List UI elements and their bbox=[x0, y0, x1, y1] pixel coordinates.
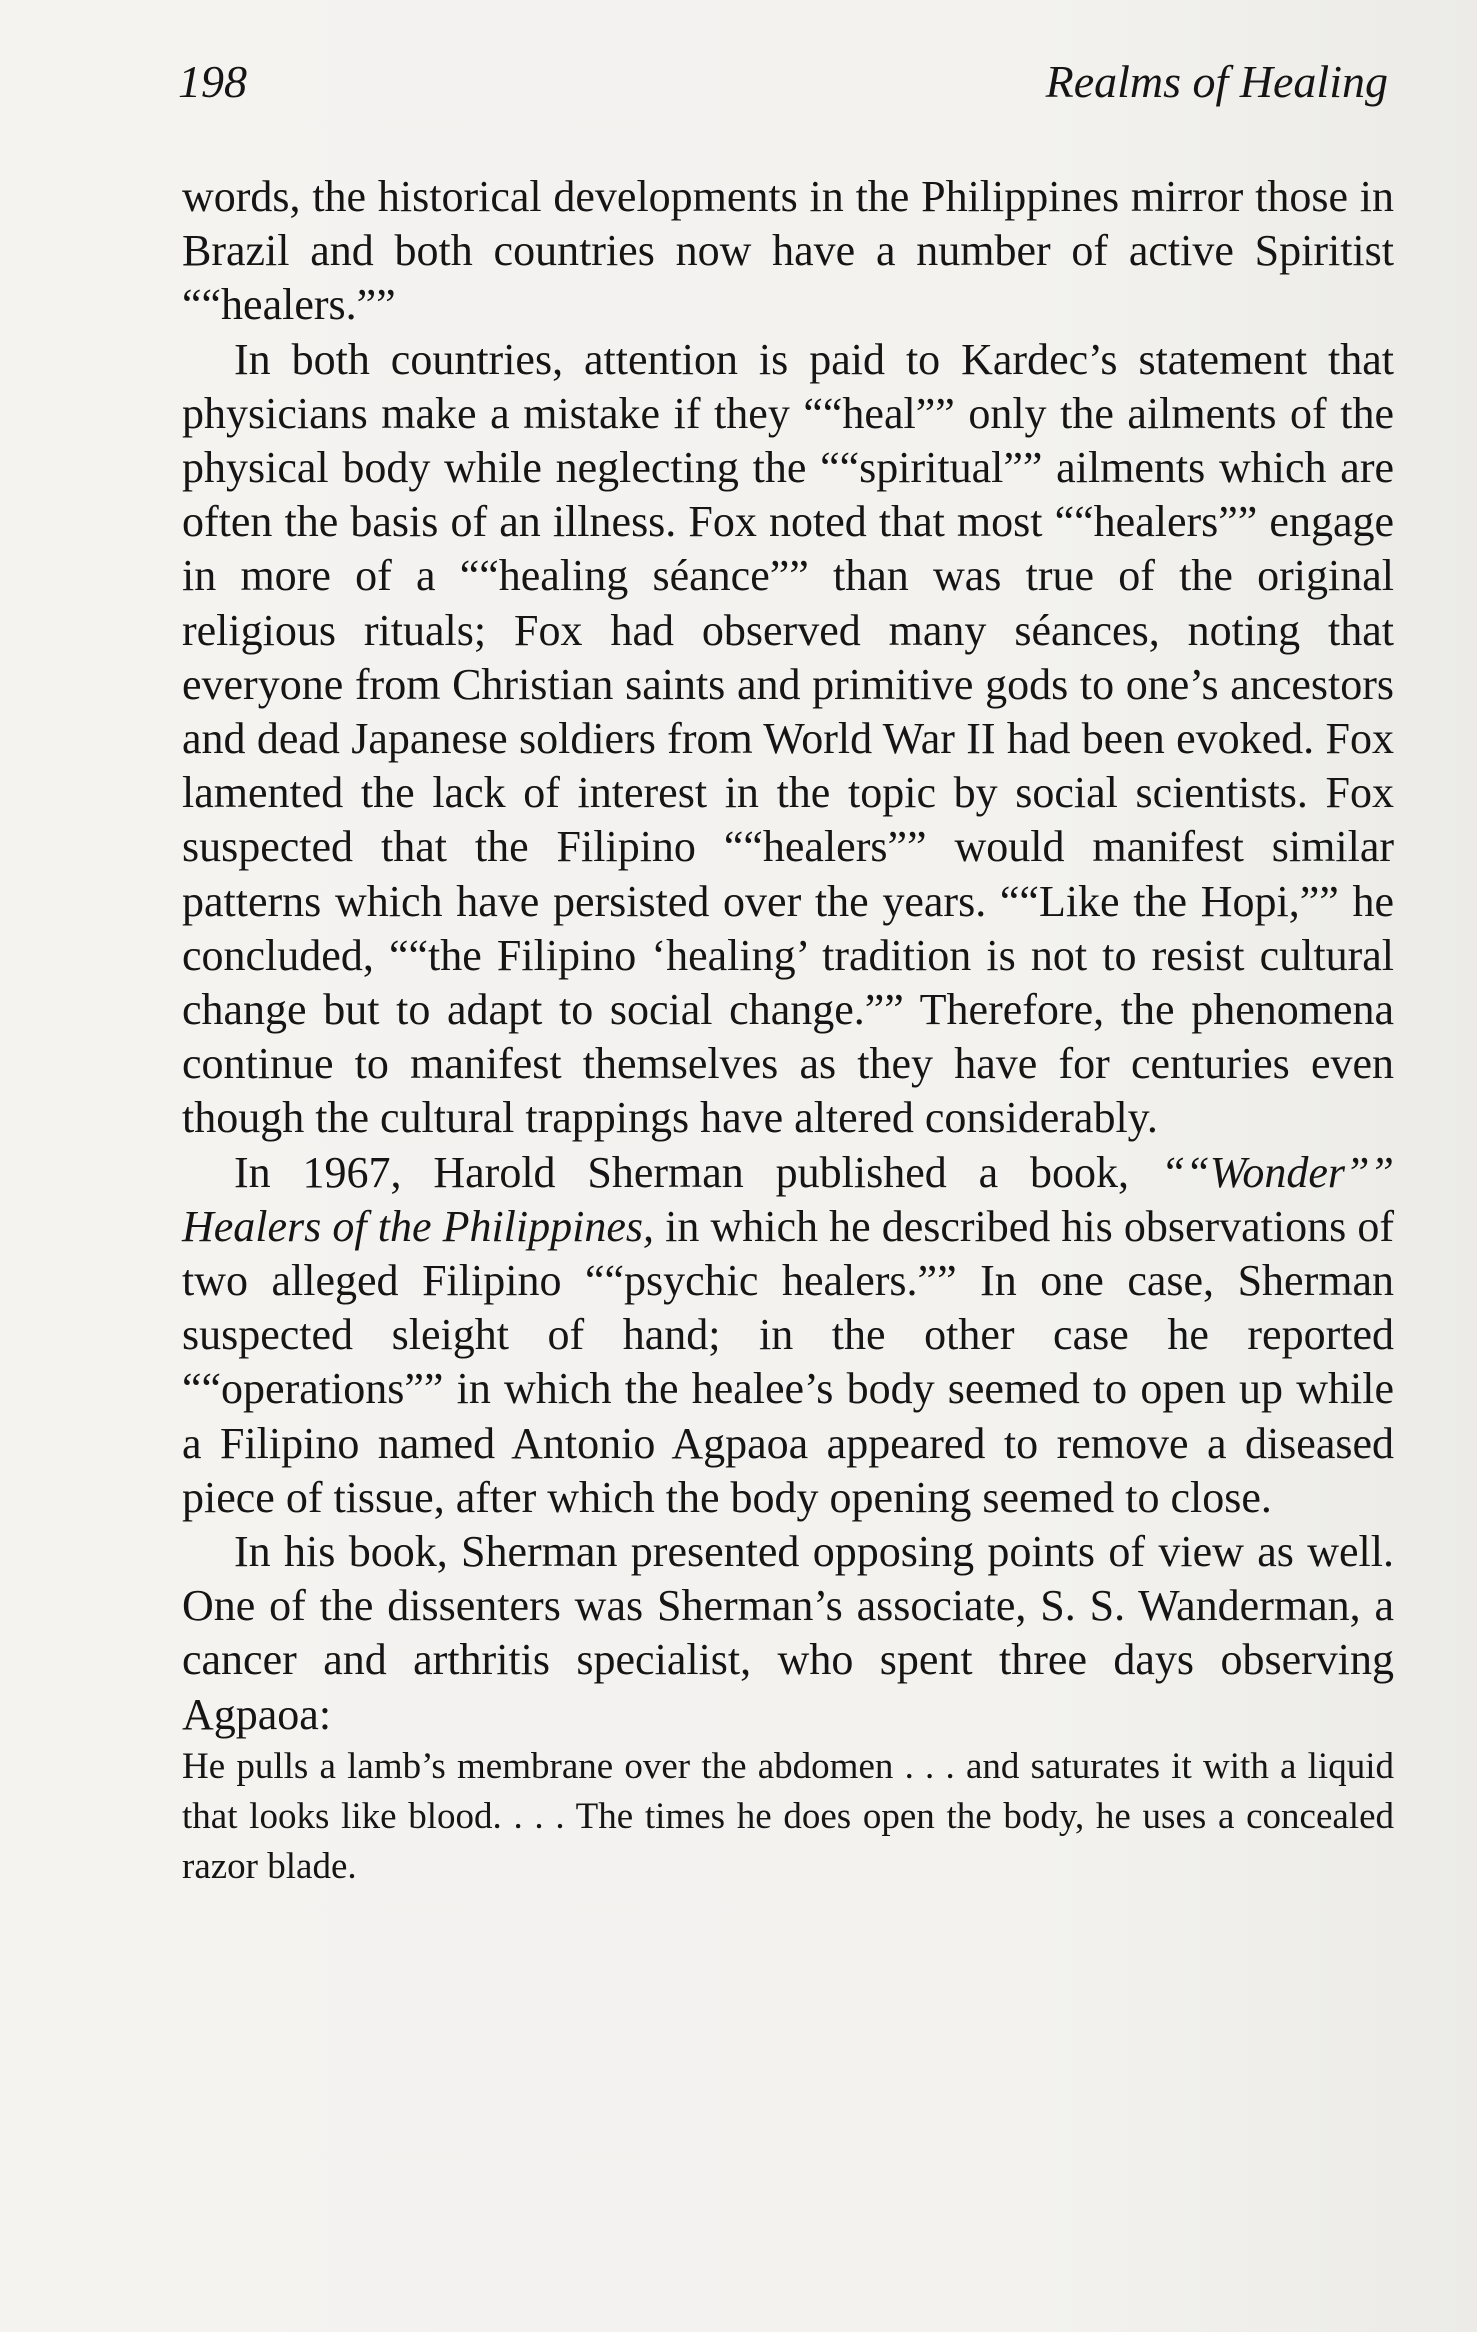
paragraph-3-rest: in which he described his observations of two alleged Filipino ““psychic healers.”” In one case, Sherman suspected sleight of hand; in the other case he reported ““operations”” in which the healee’s body seemed to open up while a Filipino named Antonio Agpaoa appeared to remove a diseased piece of tissue, after which the body opening seemed to close. bbox=[182, 1201, 1394, 1522]
body-text bbox=[182, 170, 1394, 1892]
paragraph-4: In his book, Sherman presented opposing points of view as well. One of the dissenters was Sherman’s associate, S. S. Wanderman, a cancer and arthritis specialist, who spent three days observing Agpaoa: bbox=[182, 1527, 1394, 1739]
page-number: 198 bbox=[178, 56, 247, 107]
running-head bbox=[178, 52, 1388, 112]
block-quote: He pulls a lamb’s membrane over the abdomen . . . and saturates it with a liquid that looks like blood. . . . The times he does open the body, he uses a concealed razor blade. bbox=[182, 1745, 1394, 1887]
paragraph-1: words, the historical developments in the Philippines mirror those in Brazil and both countries now have a number of active Spiritist ““healers.”” bbox=[182, 172, 1394, 330]
paragraph-2: In both countries, attention is paid to Kardec’s statement that physicians make a mistake if they ““heal”” only the ailments of the physical body while neglecting the ““spiritual”” ailments which are often the basis of an illness. Fox noted that most ““healers”” engage in more of a ““healing séance”” than was true of the original religious rituals; Fox had observed many séances, noting that everyone from Christian saints and primitive gods to one’s ancestors and dead Japanese soldiers from World War II had been evoked. Fox lamented the lack of interest in the topic by social scientists. Fox suspected that the Filipino ““healers”” would manifest similar patterns which have persisted over the years. ““Like the Hopi,”” he concluded, ““the Filipino ‘healing’ tradition is not to resist cultural change but to adapt to social change.”” Therefore, the phenomena continue to manifest themselves as they have for centuries even though the cultural trappings have altered considerably. bbox=[182, 334, 1394, 1143]
book-title: Realms of Healing bbox=[1045, 56, 1388, 107]
paragraph-3 bbox=[182, 1146, 1394, 1525]
book-citation-title: ““Wonder”” Healers of the Philippines, bbox=[182, 1147, 1394, 1251]
paragraph-3-lead: In 1967, Harold Sherman published a book, bbox=[234, 1147, 1161, 1197]
